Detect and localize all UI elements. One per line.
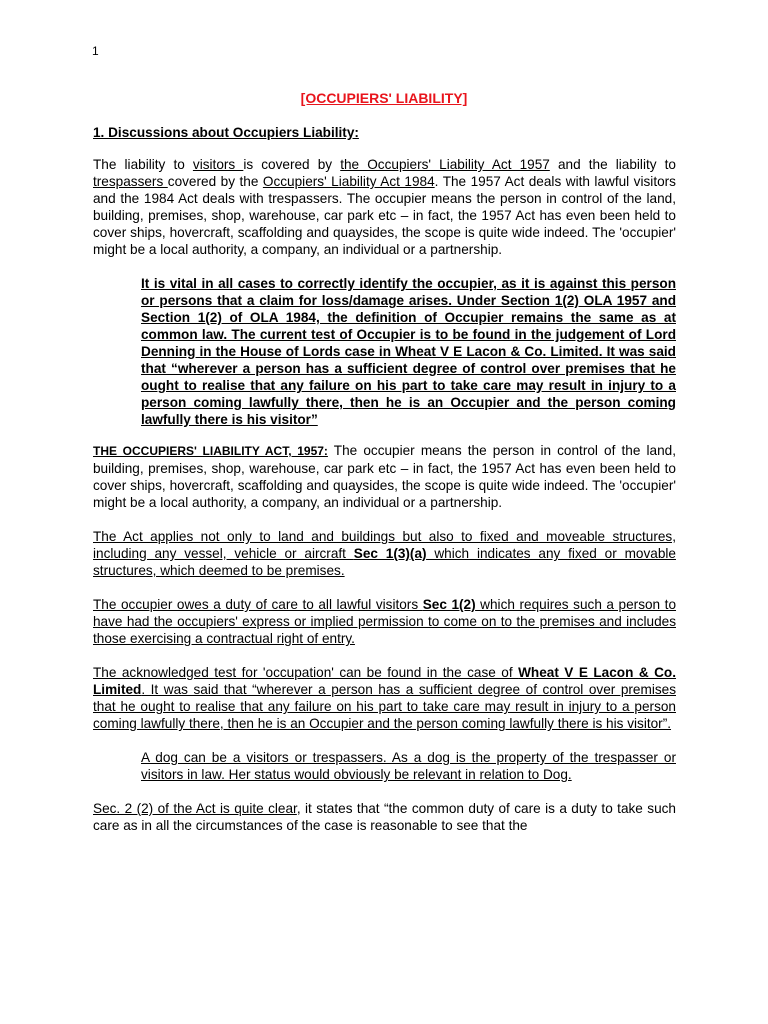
text: . It was said that “wherever a person has a sufficient degree of control over premises that he ought to realise that any failure on his part to take care may result in injury to a person coming lawfully there, then he is an Occupier and the person coming lawfully there is his visitor”. — [93, 682, 676, 731]
text: The liability to — [93, 157, 193, 172]
trespassers-term: trespassers — [93, 174, 168, 189]
text: is covered by — [243, 157, 341, 172]
section-ref: Sec 1(2) — [422, 597, 476, 612]
text: and the liability to — [549, 157, 676, 172]
text: . The 1957 Act deals with lawful visitors and the 1984 Act deals with trespassers. The occupier means the person in control of the land, building, premises, shop, warehouse, car park etc – in fact, the 1957 Act has even been held to cover ships, hovercraft, scaffolding and quaysides, the scope is quite wide indeed. The 'occupier' might be a local authority, a company, an individual or a partnership. — [93, 174, 676, 257]
text: covered by the — [167, 174, 263, 189]
paragraph-dog: A dog can be a visitors or trespassers. As a dog is the property of the trespasser or visitors in law. Her status would obviously be relevant in relation to Dog. — [141, 750, 676, 782]
document-title: [OCCUPIERS' LIABILITY] — [300, 90, 468, 106]
section-ref: Sec. 2 (2) of the Act is quite clear — [93, 801, 297, 816]
ola-1984-ref: Occupiers' Liability Act 1984 — [262, 174, 435, 189]
paragraph-occupation-test — [93, 664, 676, 732]
text: The occupier means the person in control of the land, building, premises, shop, warehouse, car park etc – in fact, the 1957 Act has even been held to cover ships, hovercraft, scaffolding and quaysides, the scope is quite wide indeed. The 'occupier' might be a local authority, a company, an individual or a partnership. — [93, 443, 676, 510]
section-heading: 1. Discussions about Occupiers Liability: — [93, 125, 359, 140]
text: , it states that “the common duty of care is a duty to take such care as in all the circumstances of the case is reasonable to see that the — [93, 801, 676, 833]
paragraph-sec-2-2 — [93, 800, 676, 834]
ola-1957-heading: THE OCCUPIERS' LIABILITY ACT, 1957: — [93, 444, 328, 458]
text: The Act applies not only to land and buildings but also to fixed and moveable structures, including any vessel, vehicle or aircraft — [93, 529, 676, 561]
paragraph-intro — [93, 156, 676, 258]
text: which requires such a person to have had the occupiers' express or implied permission to come on to the premises and includes those exercising a contractual right of entry. — [93, 597, 677, 646]
text: which indicates any fixed or movable structures, which deemed to be premises. — [93, 546, 676, 578]
text: The acknowledged test for 'occupation' can be found in the case of — [93, 665, 519, 680]
section-ref: Sec 1(3)(a) — [353, 546, 427, 561]
ola-1957-ref: the Occupiers' Liability Act 1957 — [340, 157, 550, 172]
text: The occupier owes a duty of care to all lawful visitors — [93, 597, 423, 612]
visitors-term: visitors — [192, 157, 244, 172]
paragraph-structures — [93, 528, 676, 579]
quote-block-occupier-test: It is vital in all cases to correctly identify the occupier, as it is against this person or persons that a claim for loss/damage arises. Under Section 1(2) OLA 1957 and Section 1(2) of OLA 1984, the definition of Occupier remains the same as at common law. The current test of Occupier is to be found in the judgement of Lord Denning in the House of Lords case in Wheat V E Lacon & Co. Limited. It was said that “wherever a person has a sufficient degree of control over premises that he ought to realise that any failure on his part to take care may result in injury to a person coming lawfully there, then he is an Occupier and the person coming lawfully there is his visitor” — [141, 276, 676, 427]
case-name: Wheat V E Lacon & Co. Limited — [93, 665, 677, 697]
paragraph-ola-1957 — [93, 442, 676, 511]
document-body — [93, 124, 676, 851]
page-number: 1 — [92, 44, 99, 58]
paragraph-duty-of-care — [93, 596, 676, 647]
